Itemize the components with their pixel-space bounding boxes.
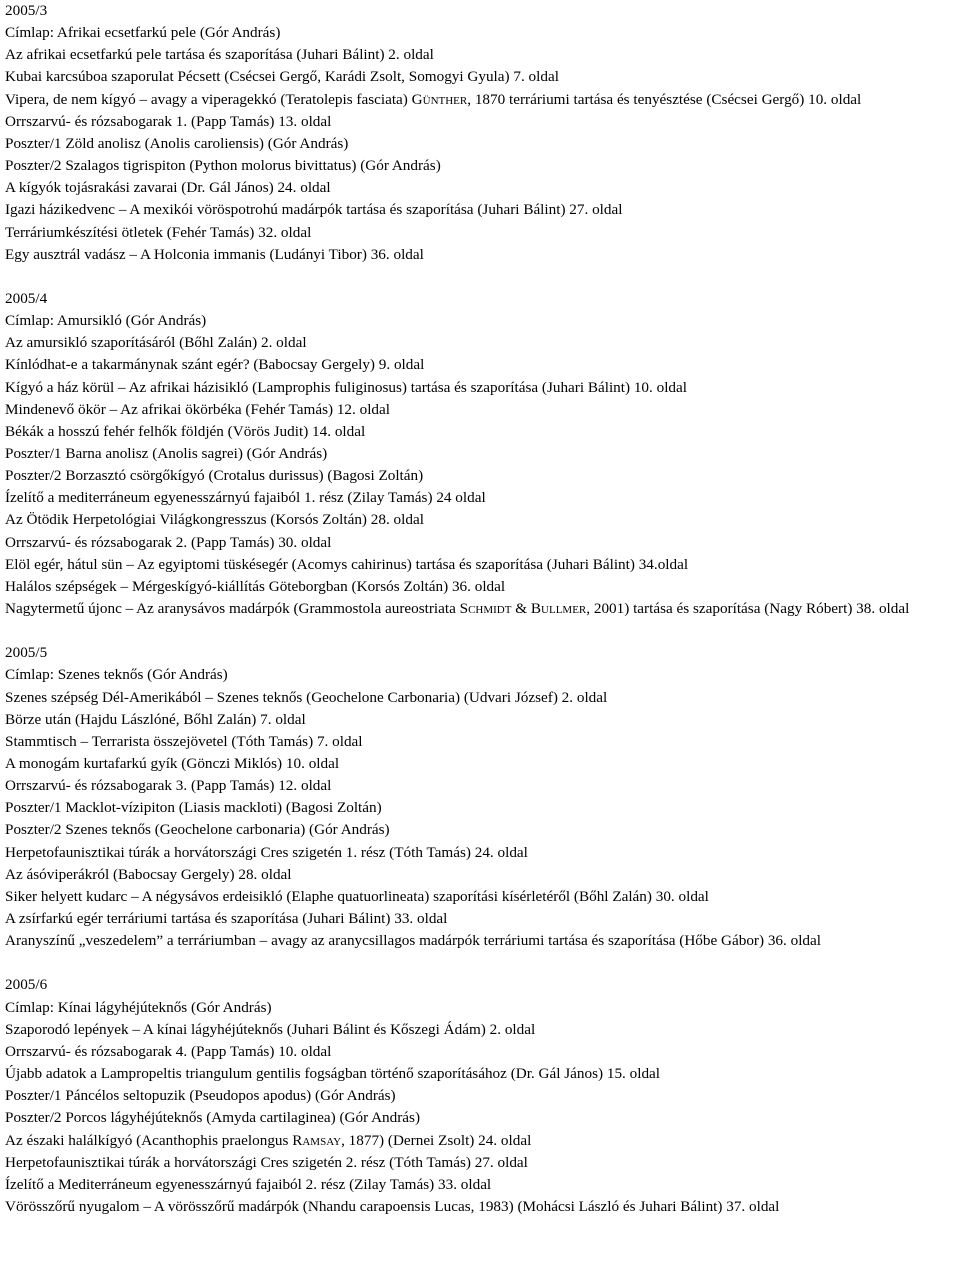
- article-entry: Orrszarvú- és rózsabogarak 2. (Papp Tamás) 30. oldal: [5, 533, 332, 551]
- article-entry: A kígyók tojásrakási zavarai (Dr. Gál János) 24. oldal: [5, 179, 331, 197]
- article-entry: Az Ötödik Herpetológiai Világkongresszus (Korsós Zoltán) 28. oldal: [5, 511, 424, 529]
- article-entry: Újabb adatok a Lampropeltis triangulum gentilis fogságban történő szaporításához (Dr. Gál János) 15. oldal: [5, 1065, 661, 1083]
- article-entry: Ízelítő a mediterráneum egyenesszárnyú fajaiból 1. rész (Zilay Tamás) 24 oldal: [5, 489, 486, 507]
- issue-title: 2005/5: [5, 644, 48, 662]
- poster-entry: Poszter/1 Páncélos seltopuzik (Pseudopos apodus) (Gór András): [5, 1087, 396, 1105]
- article-entry: Szaporodó lepények – A kínai lágyhéjúteknős (Juhari Bálint és Kőszegi Ádám) 2. oldal: [5, 1020, 536, 1038]
- article-entry: Siker helyett kudarc – A négysávos erdeisikló (Elaphe quatuorlineata) szaporítási kísérletéről (Bőhl Zalán) 30. oldal: [5, 887, 709, 905]
- issue-2005-4: [5, 288, 960, 620]
- article-entry: Az afrikai ecsetfarkú pele tartása és szaporítása (Juhari Bálint) 2. oldal: [5, 46, 434, 64]
- issue-title: 2005/6: [5, 976, 48, 994]
- article-entry: Nagytermetű újonc – Az aranysávos madárpók (Grammostola aureostriata Schmidt & Bullmer, 2001) tartása és szaporítása (Nagy Róbert) 38. oldal: [5, 600, 910, 618]
- article-entry: Békák a hosszú fehér felhők földjén (Vörös Judit) 14. oldal: [5, 422, 366, 440]
- small-caps-name: Günther: [411, 90, 468, 108]
- poster-entry: Poszter/1 Macklot-vízipiton (Liasis mackloti) (Bagosi Zoltán): [5, 799, 382, 817]
- article-entry: Aranyszínű „veszedelem” a terráriumban – avagy az aranycsillagos madárpók terráriumi tartása és szaporítása (Hőbe Gábor) 36. oldal: [5, 932, 821, 950]
- small-caps-name: Ramsay: [292, 1131, 342, 1149]
- article-entry: Ízelítő a Mediterráneum egyenesszárnyú fajaiból 2. rész (Zilay Tamás) 33. oldal: [5, 1175, 492, 1193]
- article-entry: Börze után (Hajdu Lászlóné, Bőhl Zalán) 7. oldal: [5, 710, 306, 728]
- article-entry: Orrszarvú- és rózsabogarak 1. (Papp Tamás) 13. oldal: [5, 112, 332, 130]
- issue-2005-3: [5, 0, 960, 266]
- article-entry: Az ásóviperákról (Babocsay Gergely) 28. oldal: [5, 865, 292, 883]
- article-entry: Kígyó a ház körül – Az afrikai házisikló (Lamprophis fuliginosus) tartása és szaporítása (Juhari Bálint) 10. oldal: [5, 378, 687, 396]
- poster-entry: Poszter/2 Borzasztó csörgőkígyó (Crotalus durissus) (Bagosi Zoltán): [5, 467, 424, 485]
- poster-entry: Poszter/2 Porcos lágyhéjúteknős (Amyda cartilaginea) (Gór András): [5, 1109, 421, 1127]
- poster-entry: Poszter/1 Zöld anolisz (Anolis caroliensis) (Gór András): [5, 134, 349, 152]
- article-entry: Mindenevő ökör – Az afrikai ökörbéka (Fehér Tamás) 12. oldal: [5, 400, 390, 418]
- poster-entry: Poszter/2 Szenes teknős (Geochelone carbonaria) (Gór András): [5, 821, 390, 839]
- issue-title: 2005/4: [5, 289, 48, 307]
- cover-entry: Címlap: Szenes teknős (Gór András): [5, 666, 228, 684]
- article-entry: Vipera, de nem kígyó – avagy a viperagekkó (Teratolepis fasciata) Günther, 1870 terráriumi tartása és tenyésztése (Csécsei Gergő) 10. oldal: [5, 90, 862, 108]
- cover-entry: Címlap: Kínai lágyhéjúteknős (Gór András): [5, 998, 272, 1016]
- article-entry: Elöl egér, hátul sün – Az egyiptomi tüskésegér (Acomys cahirinus) tartása és szaporítása (Juhari Bálint) 34.oldal: [5, 555, 689, 573]
- small-caps-name: Bullmer: [530, 600, 587, 618]
- cover-entry: Címlap: Afrikai ecsetfarkú pele (Gór András): [5, 24, 281, 42]
- article-entry: Herpetofaunisztikai túrák a horvátországi Cres szigetén 2. rész (Tóth Tamás) 27. oldal: [5, 1153, 528, 1171]
- article-entry: Egy ausztrál vadász – A Holconia immanis (Ludányi Tibor) 36. oldal: [5, 245, 424, 263]
- article-entry: Igazi házikedvenc – A mexikói vöröspotrohú madárpók tartása és szaporítása (Juhari Bálint) 27. oldal: [5, 201, 623, 219]
- article-entry: Orrszarvú- és rózsabogarak 3. (Papp Tamás) 12. oldal: [5, 777, 332, 795]
- article-entry: Az amursikló szaporításáról (Bőhl Zalán) 2. oldal: [5, 334, 307, 352]
- article-entry: Az északi halálkígyó (Acanthophis praelongus Ramsay, 1877) (Dernei Zsolt) 24. oldal: [5, 1131, 532, 1149]
- cover-entry: Címlap: Amursikló (Gór András): [5, 312, 207, 330]
- article-entry: Herpetofaunisztikai túrák a horvátországi Cres szigetén 1. rész (Tóth Tamás) 24. oldal: [5, 843, 528, 861]
- issue-2005-6: [5, 974, 960, 1218]
- article-entry: Vörösszőrű nyugalom – A vörösszőrű madárpók (Nhandu carapoensis Lucas, 1983) (Mohácsi László és Juhari Bálint) 37. oldal: [5, 1197, 780, 1215]
- poster-entry: Poszter/1 Barna anolisz (Anolis sagrei) (Gór András): [5, 444, 328, 462]
- article-entry: Halálos szépségek – Mérgeskígyó-kiállítás Göteborgban (Korsós Zoltán) 36. oldal: [5, 577, 506, 595]
- article-entry: Terráriumkészítési ötletek (Fehér Tamás) 32. oldal: [5, 223, 312, 241]
- article-entry: A monogám kurtafarkú gyík (Gönczi Miklós) 10. oldal: [5, 755, 340, 772]
- small-caps-name: Schmidt: [459, 600, 512, 618]
- document-body: [5, 0, 960, 1218]
- issue-title: 2005/3: [5, 2, 48, 19]
- article-entry: Stammtisch – Terrarista összejövetel (Tóth Tamás) 7. oldal: [5, 732, 363, 750]
- article-entry: A zsírfarkú egér terráriumi tartása és szaporítása (Juhari Bálint) 33. oldal: [5, 910, 448, 928]
- issue-2005-5: [5, 642, 960, 952]
- article-entry: Orrszarvú- és rózsabogarak 4. (Papp Tamás) 10. oldal: [5, 1042, 332, 1060]
- article-entry: Kínlódhat-e a takarmánynak szánt egér? (Babocsay Gergely) 9. oldal: [5, 356, 425, 374]
- article-entry: Kubai karcsúboa szaporulat Pécsett (Csécsei Gergő, Karádi Zsolt, Somogyi Gyula) 7. oldal: [5, 68, 559, 86]
- poster-entry: Poszter/2 Szalagos tigrispiton (Python molorus bivittatus) (Gór András): [5, 157, 441, 175]
- article-entry: Szenes szépség Dél-Amerikából – Szenes teknős (Geochelone Carbonaria) (Udvari József) 2. oldal: [5, 688, 608, 706]
